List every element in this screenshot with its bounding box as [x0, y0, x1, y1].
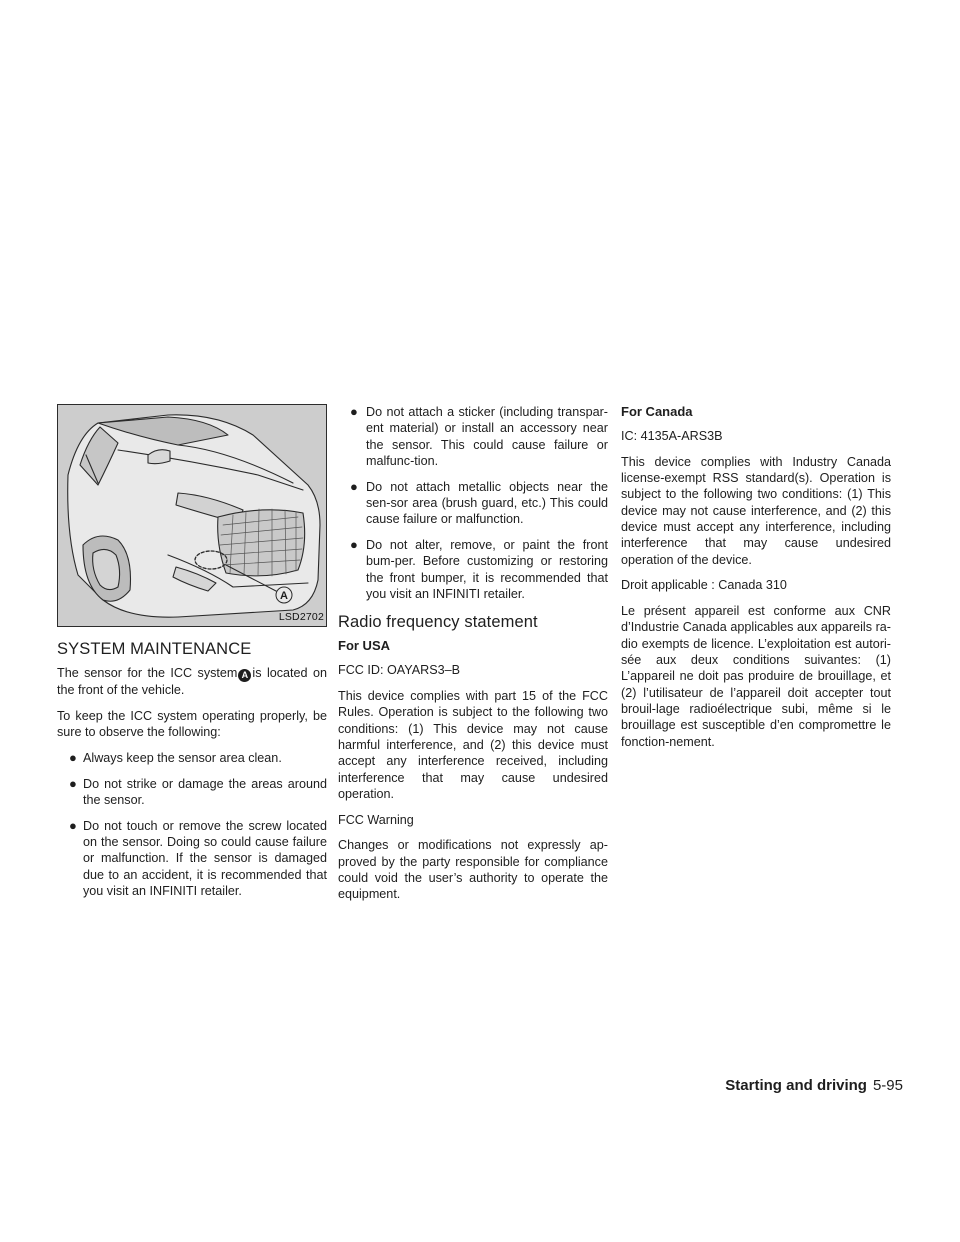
subheading-canada: For Canada	[621, 404, 693, 419]
column-middle	[338, 404, 608, 912]
figure-code: LSD2702	[278, 610, 324, 623]
column-right	[621, 404, 891, 759]
maintenance-bullets	[57, 750, 327, 899]
bullet-icon: ●	[69, 775, 77, 791]
list-item: ● Do not alter, remove, or paint the front bum-per. Before customizing or restoring the front bumper, it is recommended that you visit an INFINITI retailer.	[350, 537, 608, 601]
list-item: ● Always keep the sensor area clean.	[69, 749, 282, 765]
column-left	[57, 404, 327, 909]
bullet-icon: ●	[350, 404, 358, 419]
fcc-warning-label: FCC Warning	[338, 812, 414, 827]
observe-paragraph: To keep the ICC system operating properly, be sure to observe the following:	[57, 708, 327, 740]
vehicle-sensor-illustration	[57, 404, 327, 627]
subheading-usa: For USA	[338, 638, 390, 654]
bullet-icon: ●	[350, 537, 358, 553]
page-number: 5-95	[872, 1077, 903, 1094]
section-heading-system-maintenance: SYSTEM MAINTENANCE	[57, 640, 252, 658]
intro-before: The sensor for the ICC system	[57, 666, 238, 680]
list-item: ● Do not touch or remove the screw located on the sensor. Doing so could cause failure or malfunction. If the sensor is damaged due to an accident, it is recommended that you visit an INFINITI retailer.	[69, 817, 327, 898]
page-footer	[725, 1077, 903, 1094]
droit-applicable: Droit applicable : Canada 310	[621, 578, 787, 593]
callout-a-icon: A	[238, 669, 251, 682]
callout-label: A	[280, 590, 288, 602]
list-item: ● Do not attach metallic objects near the sen-sor area (brush guard, etc.) This could cause failure or malfunction.	[350, 478, 608, 527]
list-item: ● Do not strike or damage the areas around the sensor.	[69, 775, 327, 807]
canada-paragraph: This device complies with Industry Canada license-exempt RSS standard(s). Operation is subject to the following two conditions: (1) This device may not cause interference, and (2) this device must accept any interference, including interference that may cause undesired operation of the device.	[621, 454, 891, 567]
ic-number: IC: 4135A-ARS3B	[621, 429, 723, 443]
intro-paragraph	[57, 665, 327, 698]
fcc-warning-paragraph: Changes or modifications not expressly ap-proved by the party responsible for compliance could void the user’s authority to operate the equipment.	[338, 838, 608, 902]
section-heading-radio: Radio frequency statement	[338, 613, 538, 632]
footer-section-title: Starting and driving	[725, 1077, 867, 1094]
list-item: ● Do not attach a sticker (including transpar-ent material) or install an accessory near the sensor. This could cause failure or malfunc-tion.	[350, 404, 608, 468]
bullet-icon: ●	[350, 478, 358, 494]
fcc-id: FCC ID: OAYARS3–B	[338, 663, 461, 678]
french-paragraph: Le présent appareil est conforme aux CNR d’Industrie Canada applicables aux appareils ra-dio exempts de licence. L’exploitation est autori-sée aux deux conditions suivantes: (1) L’appareil ne doit pas produire de brouillage, et (2) l’utilisateur de l’appareil doit accepter tout brouil-lage radioélectrique subi, même si le brouillage est susceptible d’en compromettre le fonction-nement.	[621, 604, 891, 749]
intro-after: is located on the front of the vehicle.	[57, 666, 327, 697]
bullet-icon: ●	[69, 749, 77, 765]
bullet-icon: ●	[69, 817, 77, 833]
maintenance-bullets-continued	[338, 404, 608, 602]
vehicle-front-drawing	[58, 405, 326, 626]
usa-paragraph: This device complies with part 15 of the FCC Rules. Operation is subject to the following two conditions: (1) This device may not cause harmful interference, and (2) this device must accept any interference received, including interference that may cause undesired operation.	[338, 689, 608, 801]
